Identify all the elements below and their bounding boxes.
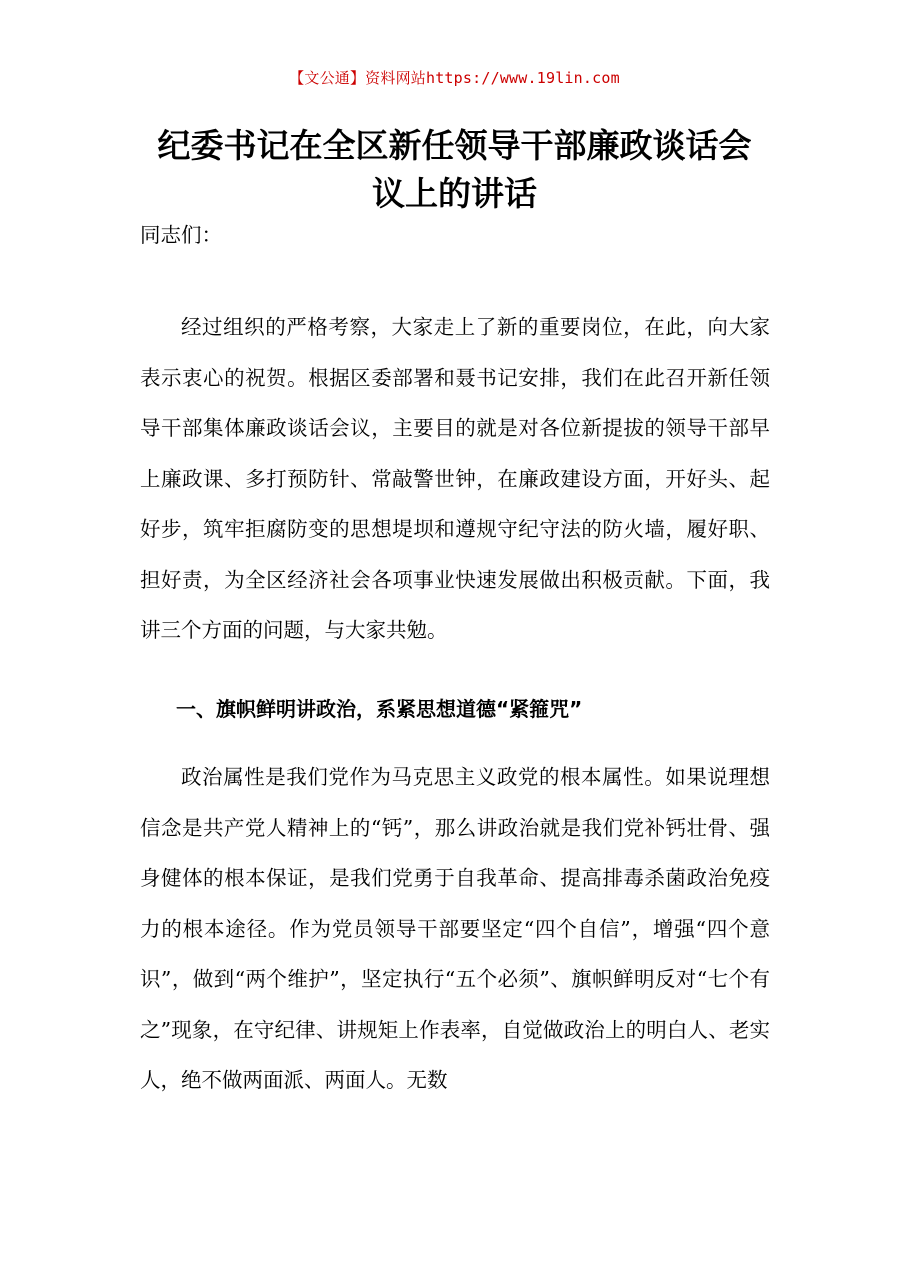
document-title — [100, 122, 809, 218]
salutation: 同志们： — [140, 223, 222, 247]
section-heading-1: 一、旗帜鲜明讲政治，系紧思想道德“紧箍咒” — [176, 697, 583, 721]
paragraph-intro: 经过组织的严格考察，大家走上了新的重要岗位，在此，向大家表示衷心的祝贺。根据区委部署和聂书记安排，我们在此召开新任领导干部集体廉政谈话会议，主要目的就是对各位新提拔的领导干部早上廉政课、多打预防针、常敲警世钟，在廉政建设方面，开好头、起好步，筑牢拒腐防变的思想堤坝和遵规守纪守法的防火墙，履好职、担好责，为全区经济社会各项事业快速发展做出积极贡献。下面，我讲三个方面的问题，与大家共勉。 — [140, 315, 770, 642]
title-line-1: 纪委书记在全区新任领导干部廉政谈话会 — [157, 126, 752, 165]
site-watermark: 【文公通】资料网站https://www.19lin.com — [289, 69, 620, 87]
paragraph-section-1: 政治属性是我们党作为马克思主义政党的根本属性。如果说理想信念是共产党人精神上的“钙”，那么讲政治就是我们党补钙壮骨、强身健体的根本保证，是我们党勇于自我革命、提高排毒杀菌政治免疫力的根本途径。作为党员领导干部要坚定“四个自信”，增强“四个意识”，做到“两个维护”，坚定执行“五个必须”、旗帜鲜明反对“七个有之”现象，在守纪律、讲规矩上作表率，自觉做政治上的明白人、老实人，绝不做两面派、两面人。无数 — [140, 765, 770, 1092]
title-line-2: 议上的讲话 — [372, 174, 537, 213]
